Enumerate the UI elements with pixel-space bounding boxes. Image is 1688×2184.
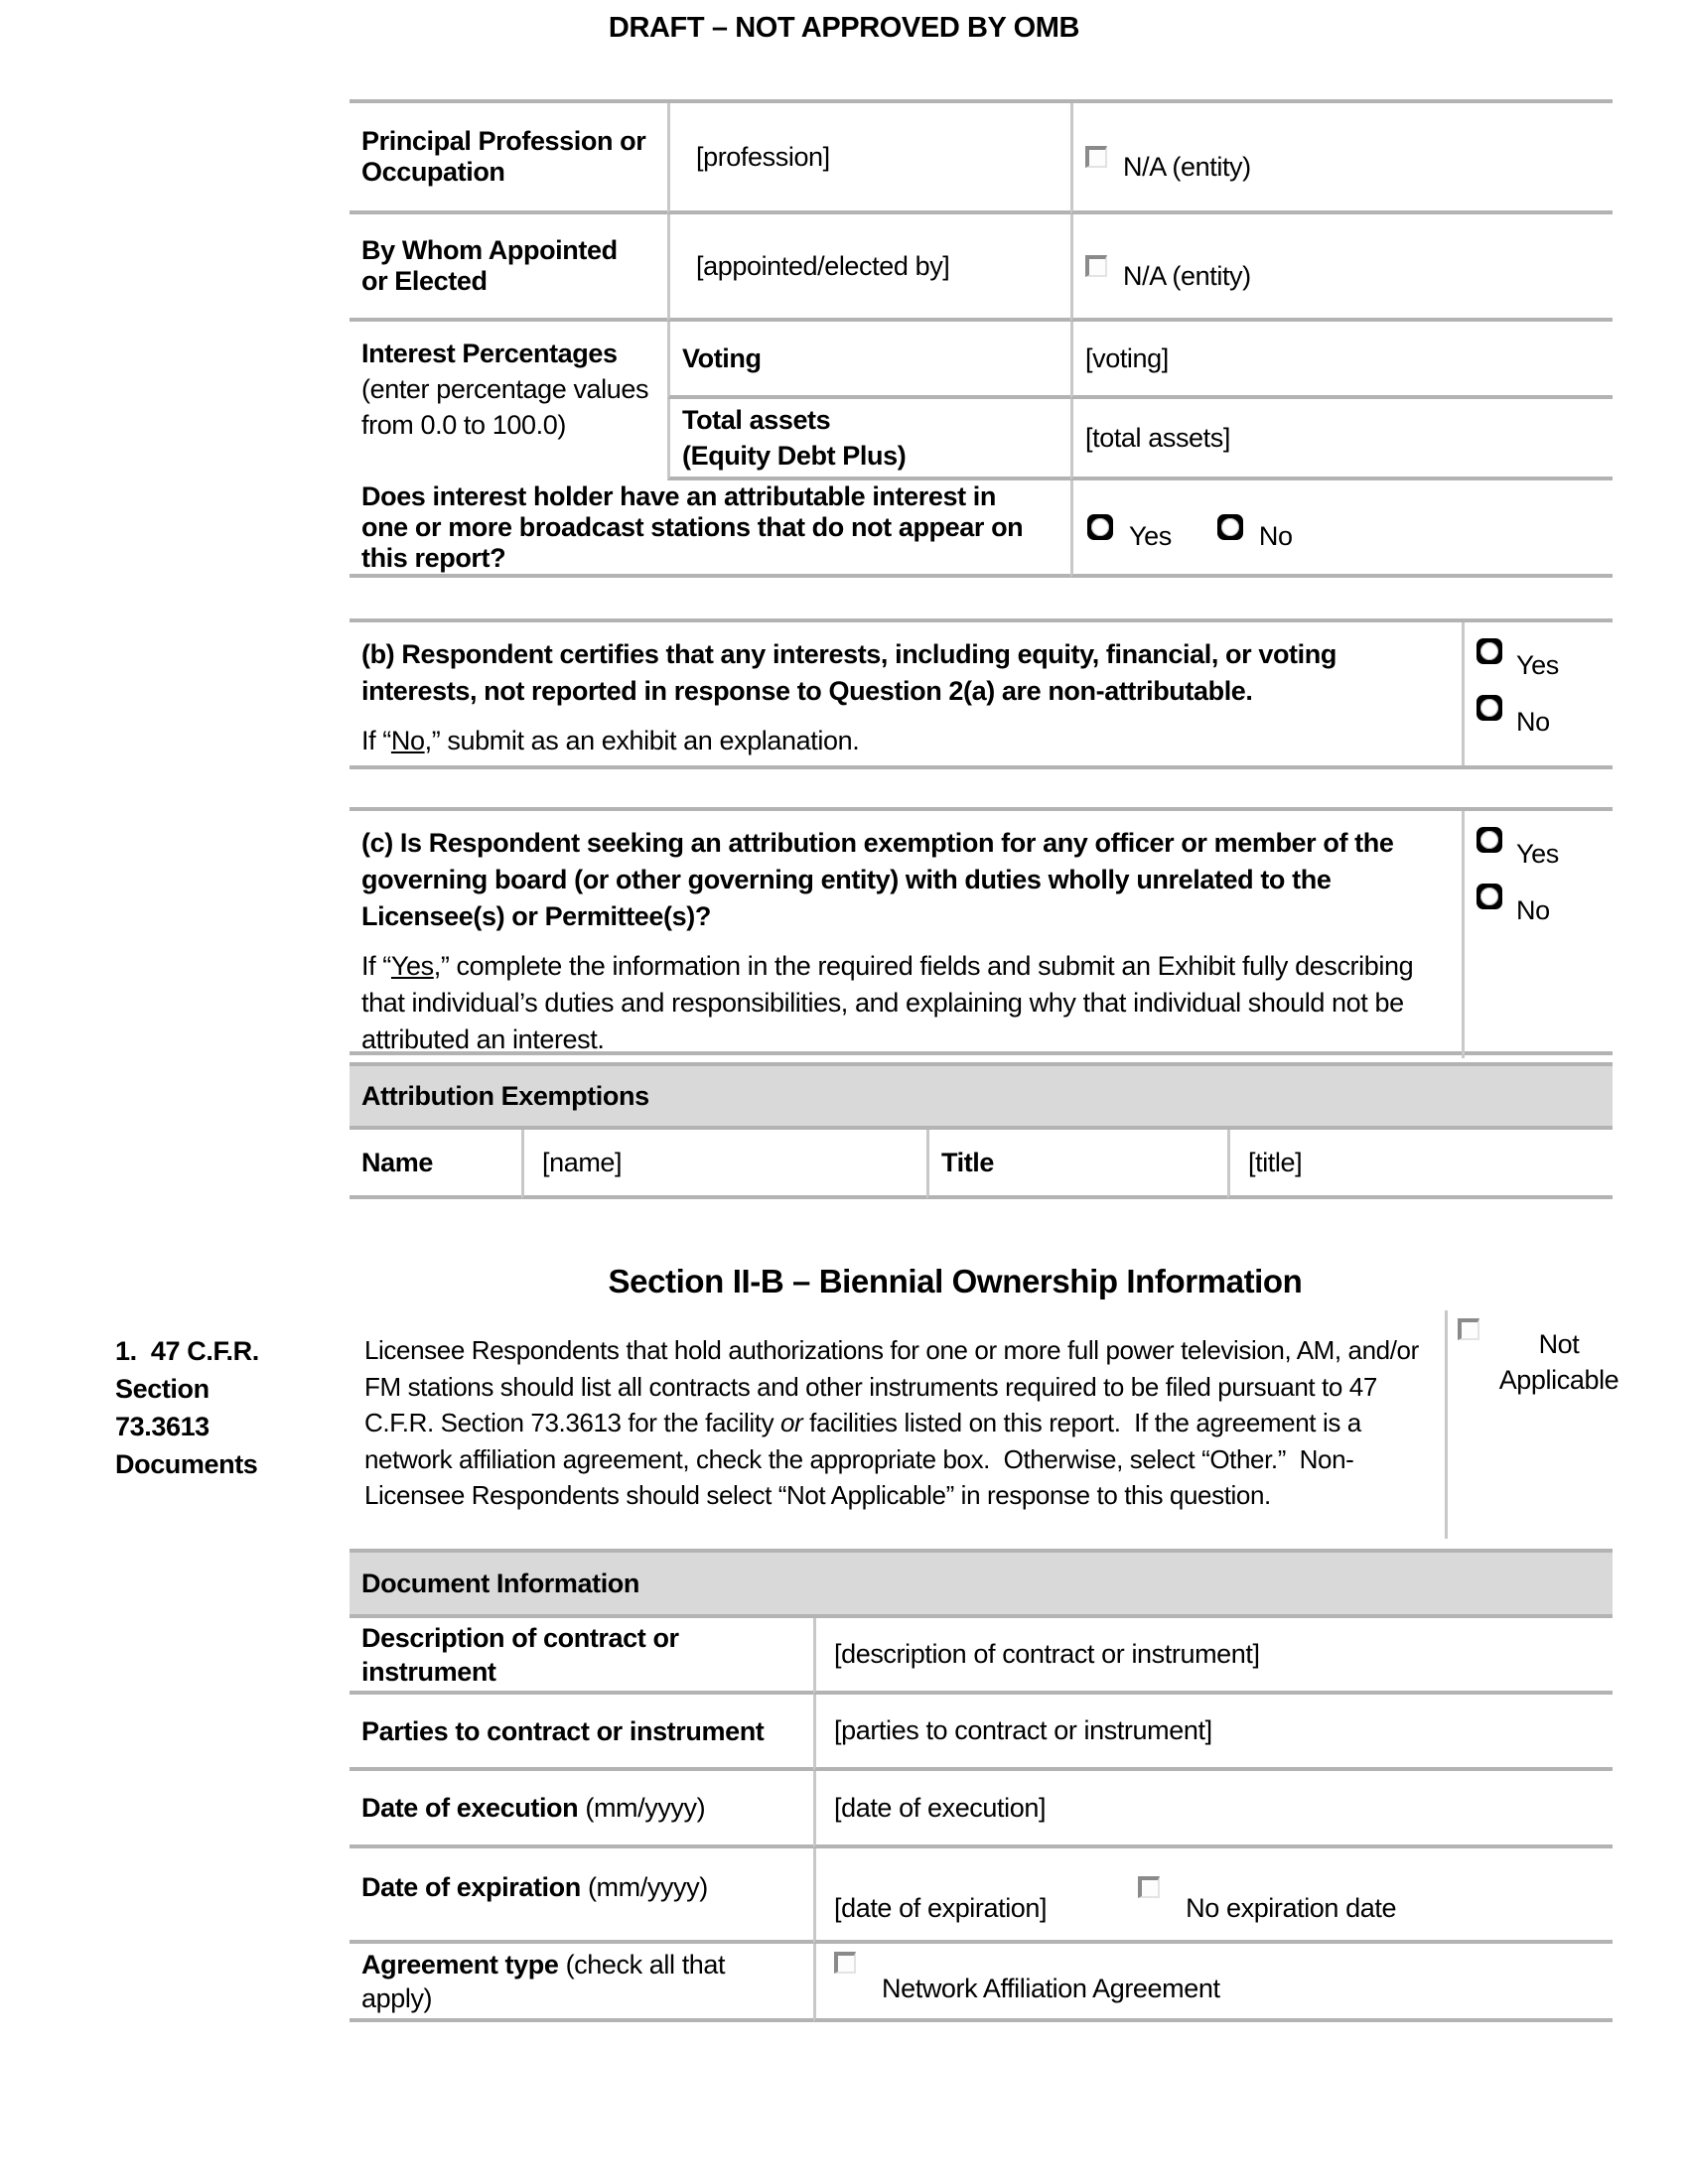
paragraph-text: facilities listed on this report. If the agreement is a network affiliation agreement, check the appropriate box. Otherwise, select “Other.” Non-Licensee Respondents should select “Not Applicable” in response to this question. [364,1408,1368,1510]
description-label-cell [350,1618,813,1695]
question-b-yes-option [1477,638,1613,681]
yes-radio[interactable] [1477,638,1502,664]
question-c-note-underline: Yes [390,951,434,981]
question-c-note-prefix: If “ [361,951,391,981]
profession-na-cell [1070,103,1613,214]
question-c-options [1462,811,1613,1058]
profession-label-cell [350,103,667,214]
network-affiliation-label: Network Affiliation Agreement [882,1974,1220,2003]
no-radio[interactable] [1477,695,1502,721]
question-b-statement: (b) Respondent certifies that any interests, including equity, financial, or voting interests, not reported in response to Question 2(a) are non-attributable. [361,639,1344,706]
voting-value: [voting] [1085,342,1169,373]
expiration-label-cell [350,1848,813,1944]
interest-percentages-label: Interest Percentages [361,339,618,368]
appointed-label-cell [350,214,667,322]
yes-label: Yes [1516,839,1559,869]
question-c-table [350,807,1613,1055]
yes-radio[interactable] [1087,514,1113,540]
execution-label [361,1791,705,1825]
voting-label-cell [667,322,1070,399]
profession-value-cell [667,103,1070,214]
question-c-no-option [1477,884,1613,926]
expiration-label-bold: Date of expiration [361,1872,581,1902]
item-label-line: 73.3613 [115,1412,210,1441]
no-label: No [1516,895,1550,925]
yes-radio[interactable] [1477,827,1502,853]
appointed-value: [appointed/elected by] [696,250,950,281]
na-entity-checkbox[interactable] [1085,146,1107,168]
execution-label-note: (mm/yyyy) [578,1793,706,1823]
network-affiliation-checkbox[interactable] [834,1952,856,1974]
question-b-table [350,618,1613,769]
section-2b-heading: Section II-B – Biennial Ownership Information [608,1263,1303,1299]
agreement-type-label-note: (check all that apply) [361,1949,733,2013]
total-assets-label-cell [667,399,1070,480]
title-label-cell [926,1130,1227,1199]
question-c-note-suffix: ,” complete the information in the required fields and submit an Exhibit fully describing that individual’s duties and responsibilities, and explaining why that individual should not be attributed an interest. [361,951,1421,1054]
question-b-note-suffix: ,” submit as an exhibit an explanation. [424,726,860,755]
item-label-line: Documents [115,1449,258,1479]
question-b-options [1462,622,1613,765]
appointed-na-cell [1070,214,1613,322]
execution-label-bold: Date of execution [361,1793,579,1823]
attributable-question-text: Does interest holder have an attributable interest in one or more broadcast stations that do not appear on this report? [361,480,1031,573]
no-radio[interactable] [1217,514,1243,540]
name-label-cell [350,1130,521,1199]
description-label: Description of contract or instrument [361,1622,679,1687]
title-label: Title [941,1147,995,1177]
voting-label: Voting [682,342,762,373]
title-value: [title] [1248,1147,1303,1177]
not-applicable-option [1458,1318,1642,1398]
question-b-note-prefix: If “ [361,726,391,755]
voting-value-cell [1070,322,1613,399]
no-radio[interactable] [1477,884,1502,909]
total-assets-value: [total assets] [1085,422,1230,453]
parties-value-cell [813,1695,1613,1771]
document-information-rows [350,1618,1613,2022]
execution-label-cell [350,1771,813,1848]
title-value-cell [1227,1130,1613,1199]
profession-label: Principal Profession or Occupation [361,126,646,187]
execution-value: [date of execution] [834,1792,1047,1823]
document-information-table [350,1549,1613,2022]
na-entity-label: N/A (entity) [1123,152,1251,182]
vertical-divider [1445,1310,1448,1539]
name-value: [name] [542,1147,623,1177]
expiration-label [361,1870,708,1904]
attribution-exemptions-header: Attribution Exemptions [350,1062,1613,1130]
agreement-type-label-cell [350,1944,813,2022]
total-assets-label: Total assets [682,405,831,435]
parties-label: Parties to contract or instrument [361,1715,765,1746]
interest-holder-table [350,99,1613,578]
question-c-statement: (c) Is Respondent seeking an attribution exemption for any officer or member of the governing board (or other governing entity) with duties wholly unrelated to the Licensee(s) or Permittee(s)? [361,828,1401,931]
yes-label: Yes [1129,521,1172,551]
question-b-no-option [1477,695,1613,738]
description-value: [description of contract or instrument] [834,1639,1260,1669]
paragraph-italic-word: or [780,1408,803,1437]
question-c-text-cell [350,811,1462,1058]
yes-label: Yes [1516,650,1559,680]
agreement-type-value-cell [813,1944,1613,2022]
appointed-label: By Whom Appointed or Elected [361,235,618,296]
execution-value-cell [813,1771,1613,1848]
total-assets-sublabel: (Equity Debt Plus) [682,441,907,471]
expiration-label-note: (mm/yyyy) [580,1872,708,1902]
agreement-type-label-bold: Agreement type [361,1949,559,1979]
question-b-note [361,723,1436,759]
attribution-exemptions-row [350,1130,1613,1199]
na-entity-checkbox[interactable] [1085,255,1107,277]
agreement-type-label [361,1948,797,2015]
section-2b-paragraph [364,1332,1447,1514]
no-label: No [1516,707,1550,737]
paragraph-text: Licensee Respondents that hold authorizations for one or more full power television, AM, and/or FM stations should list all contracts and other instruments required to be filed pursuant to 47 C.F.R. Section 73.3613 for the facility [364,1335,1426,1437]
question-b-note-underline: No [390,726,425,755]
interest-percentages-note: (enter percentage values from 0.0 to 100.0) [361,374,656,440]
attribution-exemptions-table [350,1062,1613,1199]
document-information-header: Document Information [350,1549,1613,1618]
description-value-cell [813,1618,1613,1695]
not-applicable-label: Not Applicable [1498,1329,1619,1395]
question-b-text-cell [350,622,1462,765]
profession-value: [profession] [696,141,830,172]
name-label: Name [361,1147,433,1177]
parties-value: [parties to contract or instrument] [834,1715,1212,1745]
attributable-question-cell [350,480,1070,578]
draft-notice: DRAFT – NOT APPROVED BY OMB [608,12,1080,44]
no-expiration-checkbox[interactable] [1138,1876,1160,1898]
question-c-yes-option [1477,827,1613,870]
section-2b-item-label [115,1332,344,1483]
question-c-note [361,948,1436,1058]
attributable-question-options [1070,480,1613,578]
expiration-value: [date of expiration] [834,1893,1048,1923]
appointed-value-cell [667,214,1070,322]
no-label: No [1258,521,1293,551]
name-value-cell [521,1130,926,1199]
item-number-line: 1. 47 C.F.R. [115,1336,259,1366]
item-label-line: Section [115,1374,210,1404]
na-entity-label: N/A (entity) [1123,261,1251,291]
total-assets-value-cell [1070,399,1613,480]
not-applicable-checkbox[interactable] [1458,1318,1479,1340]
no-expiration-label: No expiration date [1186,1893,1397,1923]
expiration-value-cell [813,1848,1613,1944]
parties-label-cell [350,1695,813,1771]
